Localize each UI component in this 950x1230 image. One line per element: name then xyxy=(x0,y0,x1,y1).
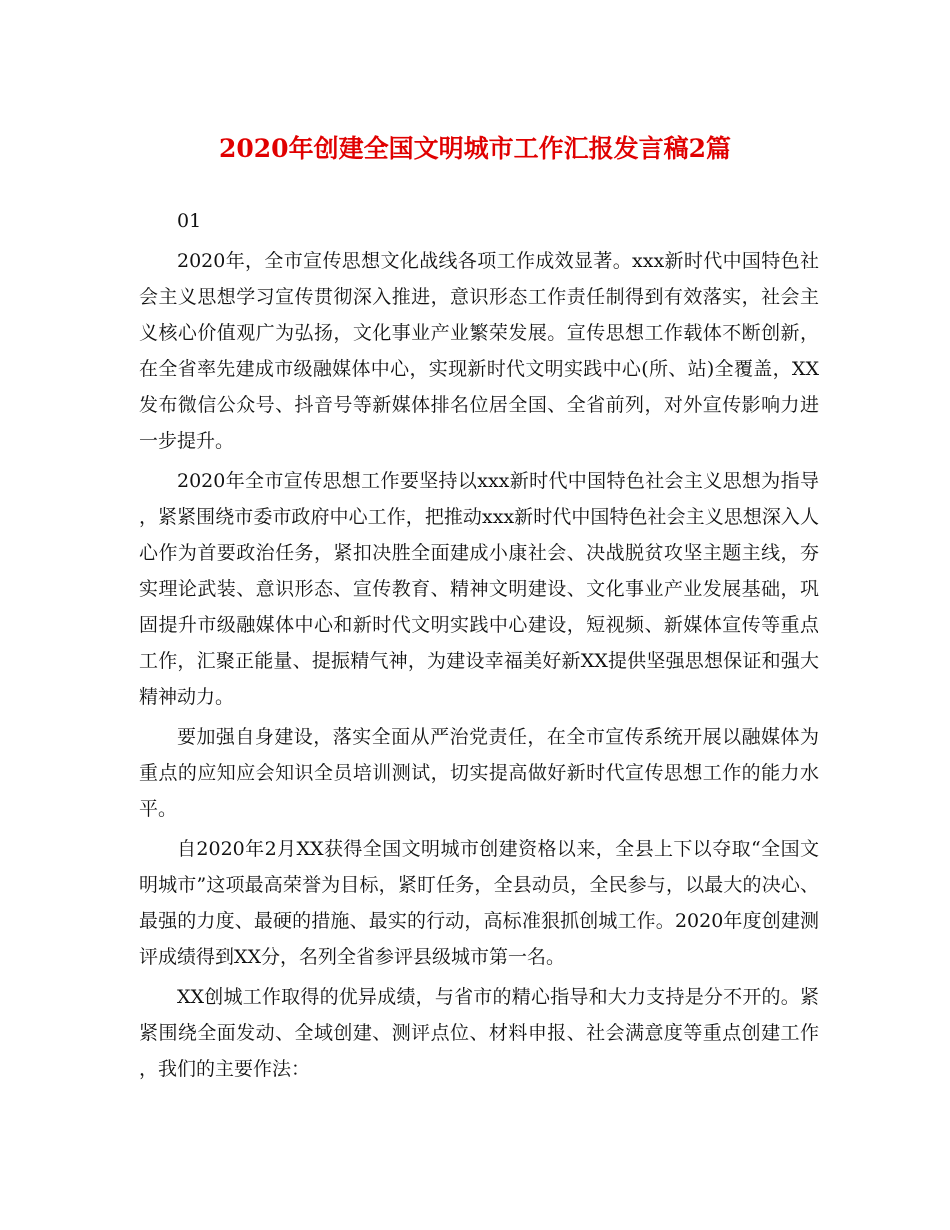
paragraph-1: 2020年，全市宣传思想文化战线各项工作成效显著。xxx新时代中国特色社会主义思想学习宣传贯彻深入推进，意识形态工作责任制得到有效落实，社会主义核心价值观广为弘扬，文化事业产业繁荣发展。宣传思想工作载体不断创新，在全省率先建成市级融媒体中心，实现新时代文明实践中心(所、站)全覆盖，XX发布微信公众号、抖音号等新媒体排名位居全国、全省前列，对外宣传影响力进一步提升。 xyxy=(139,250,819,452)
paragraph-4: 自2020年2月XX获得全国文明城市创建资格以来，全县上下以夺取“全国文明城市”这项最高荣誉为目标，紧盯任务，全县动员，全民参与，以最大的决心、最强的力度、最硬的措施、最实的行动，高标准狠抓创城工作。2020年度创建测评成绩得到XX分，名列全省参评县级城市第一名。 xyxy=(139,838,819,968)
document-body xyxy=(139,203,819,1091)
paragraph-5: XX创城工作取得的优异成绩，与省市的精心指导和大力支持是分不开的。紧紧围绕全面发动、全域创建、测评点位、材料申报、社会满意度等重点创建工作，我们的主要作法： xyxy=(139,986,819,1080)
paragraph-2: 2020年全市宣传思想工作要坚持以xxx新时代中国特色社会主义思想为指导，紧紧围绕市委市政府中心工作，把推动xxx新时代中国特色社会主义思想深入人心作为首要政治任务，紧扣决胜全面建成小康社会、决战脱贫攻坚主题主线，夯实理论武装、意识形态、宣传教育、精神文明建设、文化事业产业发展基础，巩固提升市级融媒体中心和新时代文明实践中心建设，短视频、新媒体宣传等重点工作，汇聚正能量、提振精气神，为建设幸福美好新XX提供坚强思想保证和强大精神动力。 xyxy=(139,470,819,708)
paragraph-3: 要加强自身建设，落实全面从严治党责任，在全市宣传系统开展以融媒体为重点的应知应会知识全员培训测试，切实提高做好新时代宣传思想工作的能力水平。 xyxy=(139,726,819,820)
section-number: 01 xyxy=(177,210,202,232)
document-title: 2020年创建全国文明城市工作汇报发言稿2篇 xyxy=(219,134,731,163)
